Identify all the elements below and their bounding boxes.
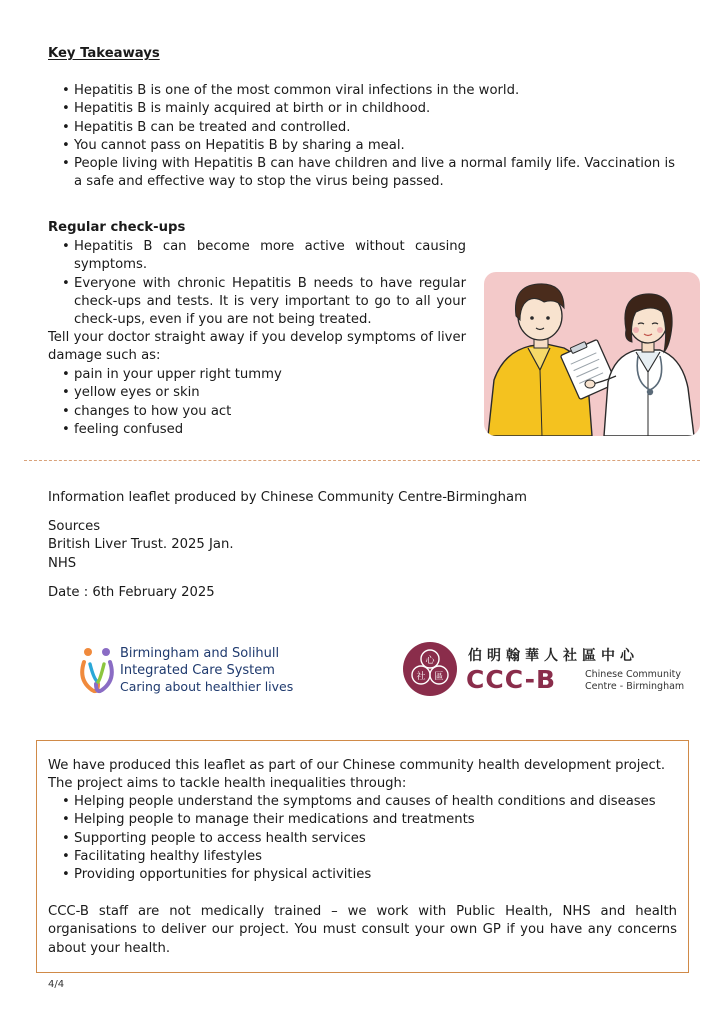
bsol-logo [78, 644, 298, 696]
doctor-patient-drawing [484, 272, 700, 436]
key-takeaways-list [48, 82, 684, 192]
list-item: • Supporting people to access health services [48, 830, 677, 848]
symptoms-intro: Tell your doctor straight away if you develop symptoms of liver damage such as: [48, 330, 466, 364]
date-text: Date : 6th February 2025 [48, 585, 215, 600]
cccb-english-line2: Centre - Birmingham [585, 681, 685, 692]
cccb-logo [402, 641, 702, 697]
list-item: • Providing opportunities for physical activities [48, 866, 677, 884]
sources-label: Sources [48, 519, 101, 534]
source-item: NHS [48, 555, 77, 571]
list-item: • People living with Hepatitis B can have children and live a normal family life. Vaccination is a safe and effective way to stop the virus being passed. [48, 155, 684, 192]
list-item: • Hepatitis B is mainly acquired at birth or in childhood. [48, 100, 684, 118]
sources-block [48, 518, 234, 573]
list-item: • You cannot pass on Hepatitis B by sharing a meal. [48, 137, 684, 155]
cccb-chinese-name: 伯明翰華人社區中心 [468, 648, 639, 664]
regular-checkups-list [48, 238, 466, 329]
cccb-seal-char-right: 區 [434, 672, 444, 682]
cccb-seal-icon [402, 641, 458, 697]
list-item: • Hepatitis B can be treated and controlled. [48, 119, 684, 137]
page-number: 4/4 [48, 979, 65, 990]
cccb-english-line1: Chinese Community [585, 669, 681, 680]
produced-by-text: Information leaflet produced by Chinese Community Centre-Birmingham [48, 490, 527, 505]
bsol-logo-line1: Birmingham and Solihull [120, 646, 280, 661]
project-info-box [36, 740, 689, 973]
cccb-abbreviation: CCC-B [466, 665, 557, 694]
list-item: • Helping people to manage their medications and treatments [48, 811, 677, 829]
disclaimer-text: CCC-B staff are not medically trained – we work with Public Health, NHS and health organisations to deliver our project. You must consult your own GP if you have any concerns about your health. [48, 904, 677, 956]
list-item: • Everyone with chronic Hepatitis B needs to have regular check-ups and tests. It is very important to go to all your check-ups, even if you are not being treated. [48, 275, 466, 330]
list-item: • feeling confused [48, 421, 466, 439]
list-item: • Hepatitis B is one of the most common viral infections in the world. [48, 82, 684, 100]
project-aims-list [48, 793, 677, 884]
list-item: • pain in your upper right tummy [48, 366, 466, 384]
list-item: • Hepatitis B can become more active without causing symptoms. [48, 238, 466, 275]
section-divider [24, 460, 700, 461]
list-item: • Facilitating healthy lifestyles [48, 848, 677, 866]
list-item: • yellow eyes or skin [48, 384, 466, 402]
source-item: British Liver Trust. 2025 Jan. [48, 537, 234, 553]
cccb-seal-char-top: 心 [425, 656, 435, 666]
symptoms-list [48, 366, 466, 439]
list-item: • changes to how you act [48, 403, 466, 421]
bsol-logo-mark-icon [78, 644, 118, 696]
bsol-logo-line2: Integrated Care System [120, 663, 275, 678]
cccb-seal-char-left: 社 [416, 672, 426, 682]
doctor-patient-illustration [484, 272, 700, 436]
project-intro: We have produced this leaflet as part of our Chinese community health development project. The project aims to tackle health inequalities through: [48, 758, 666, 792]
regular-checkups-heading: Regular check-ups [48, 220, 186, 235]
bsol-logo-tagline: Caring about healthier lives [120, 679, 294, 694]
list-item: • Helping people understand the symptoms and causes of health conditions and diseases [48, 793, 677, 811]
key-takeaways-heading: Key Takeaways [48, 46, 160, 61]
